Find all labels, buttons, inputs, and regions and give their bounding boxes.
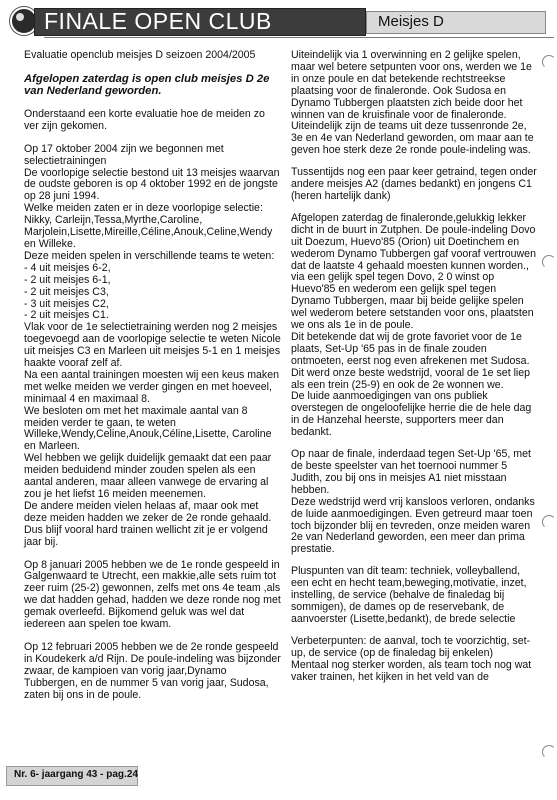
lead-paragraph: Afgelopen zaterdag is open club meisjes D 2e van Nederland geworden. (24, 72, 270, 98)
article-paragraph: Op 17 oktober 2004 zijn we begonnen met selectietrainingen De voorlopige selectie bestond uit 13 meisjes waarvan de oudste geboren is op 4 oktober 1992 en de jongste op 28 juni 1994. Welke meiden zaten er in deze voorlopige selectie: Nikky, Carleijn,Tessa,Myrthe,Caroline, Marjolein,Lisette,Mireille,Céline,Anouk,Celine,Wendy en Willeke. Deze meiden spelen in verschillende teams te weten: - 4 uit meisjes 6-2, - 2 uit meisjes 6-1, - 2 uit meisjes C3, - 3 uit meisjes C2, - 2 uit meisjes C1. Vlak voor de 1e selectietraining werden nog 2 meisjes toegevoegd aan de voorlopige selectie te weten Nicole uit meisjes C3 en Marleen uit meisjes 5-1 en 1 meisjes haakte vooraf zelf af. Na een aantal trainingen moesten wij een keus maken met welke meiden we verder gingen en met hoeveel, minimaal 4 en maximaal 8. We besloten om met het maximale aantal van 8 meiden verder te gaan, te weten Willeke,Wendy,Celine,Anouk,Céline,Lisette, Caroline en Marleen. Wel hebben we gelijk duidelijk gemaakt dat een paar meiden beduidend minder zouden spelen als een aantal anderen, maar alleen vanwege de ervaring al zou je het liefst 16 meiden meenemen. De andere meiden vielen helaas af, maar ook met deze meiden hadden we zeker de 2e ronde gehaald. Dus blijf vooral hard trainen wellicht zit je er volgend jaar bij. (24, 142, 281, 548)
newsletter-title: FINALE OPEN CLUB (44, 8, 272, 34)
binder-hole-mark (542, 255, 555, 268)
article-paragraph: Uiteindelijk via 1 overwinning en 2 gelijke spelen, maar wel betere setpunten voor ons, werden we 1e in onze poule en dat betekende rechtstreekse plaatsing voor de finaleronde. Ook Sudosa en Dynamo Tubbergen plaatsten zich beide door het winnen van de kruisfinale voor de finaleronde. Uiteindelijk zijn de teams uit deze tussenronde 2e, 3e en 4e van Nederland geworden, om maar aan te geven hoe sterk deze 2e ronde poule-indeling was. (291, 49, 534, 157)
header-divider (44, 37, 554, 38)
section-label: Meisjes D (378, 13, 444, 30)
page-number: Nr. 6- jaargang 43 - pag.24 (14, 769, 138, 780)
right-column (291, 50, 537, 693)
article-paragraph: Op 8 januari 2005 hebben we de 1e ronde gespeeld in Galgenwaard te Utrecht, een makkie,alle sets ruim tot zeer ruim (25-2) gewonnen, zelfs met ons 4e team ,als we dat hadden gehad, hadden we deze ronde nog met gemak overleefd. Bijkomend geluk was wel dat iedereen aan spelen toe kwam. (24, 558, 281, 631)
left-column (24, 50, 282, 713)
article-paragraph: Op 12 februari 2005 hebben we de 2e ronde gespeeld in Koudekerk a/d Rijn. De poule-indeling was bijzonder zwaar, de kampioen van vorig jaar,Dynamo Tubbergen, en de nummer 5 van vorig jaar, Sudosa, zaten bij ons in de poule. (24, 640, 281, 701)
article-paragraph: Pluspunten van dit team: techniek, volleyballend, een echt en hecht team,beweging,motivatie, inzet, instelling, de service (behalve de finaledag bij sommigen), de dames op de reservebank, de aanvoerster (Lisette,bedankt), de brede selectie (291, 565, 527, 625)
article-paragraph: Evaluatie openclub meisjes D seizoen 2004/2005 (24, 49, 256, 61)
article-paragraph: Tussentijds nog een paar keer getraind, tegen onder andere meisjes A2 (dames bedankt) en jongens C1 (heren hartelijk dank) (291, 166, 537, 202)
binder-hole-mark (542, 745, 555, 758)
article-paragraph: Afgelopen zaterdag de finaleronde,gelukkig lekker dicht in de buurt in Zutphen. De poule-indeling Dovo uit Doezum, Huevo'85 (Orion) uit Doetinchem en wederom Dynamo Tubbergen gaf vooraf vertrouwen dat de laatste 4 gehaald moesten kunnen worden., via een gelijk spel tegen Dovo, 2 0 winst op Huevo'85 en wederom een gelijk spel tegen Dynamo Tubbergen, maar bij beide gelijke spelen wel wederom betere setstanden voor ons, plaatsten we ons als 1e in de poule. Dit betekende dat wij de grote favoriet voor de 1e plaats, Set-Up '65 pas in de finale zouden ontmoeten, eerst nog even afrekenen met Sudosa. Dit werd onze beste wedstrijd, vooral de 1e set liep als een trein (25-9) en ook de 2e wonnen we. De luide aanmoedigingen van ons publiek overstegen de ongeloofelijke herrie die de hele dag in de Hanzehal heerste, supporters meer dan bedankt. (291, 211, 536, 439)
binder-hole-mark (542, 515, 555, 528)
page-header (10, 6, 544, 36)
binder-hole-mark (542, 55, 555, 68)
article-paragraph: Op naar de finale, inderdaad tegen Set-Up '65, met de beste speelster van het toernooi nummer 5 Judith, zou bij ons in meisjes A1 niet misstaan hebben. Deze wedstrijd werd vrij kansloos verloren, ondanks de luide aanmoedigingen. Even getreurd maar toen toch bijzonder blij en tevreden, onze meiden waren 2e van Nederland geworden, een meer dan prima prestatie. (291, 448, 535, 556)
article-paragraph: Onderstaand een korte evaluatie hoe de meiden zo ver zijn gekomen. (24, 107, 265, 132)
article-paragraph: Verbeterpunten: de aanval, toch te voorzichtig, set-up, de service (op de finaledag bij enkelen) Mentaal nog sterker worden, als team toch nog wat vaker trainen, het kijken in het veld van de (291, 634, 532, 683)
